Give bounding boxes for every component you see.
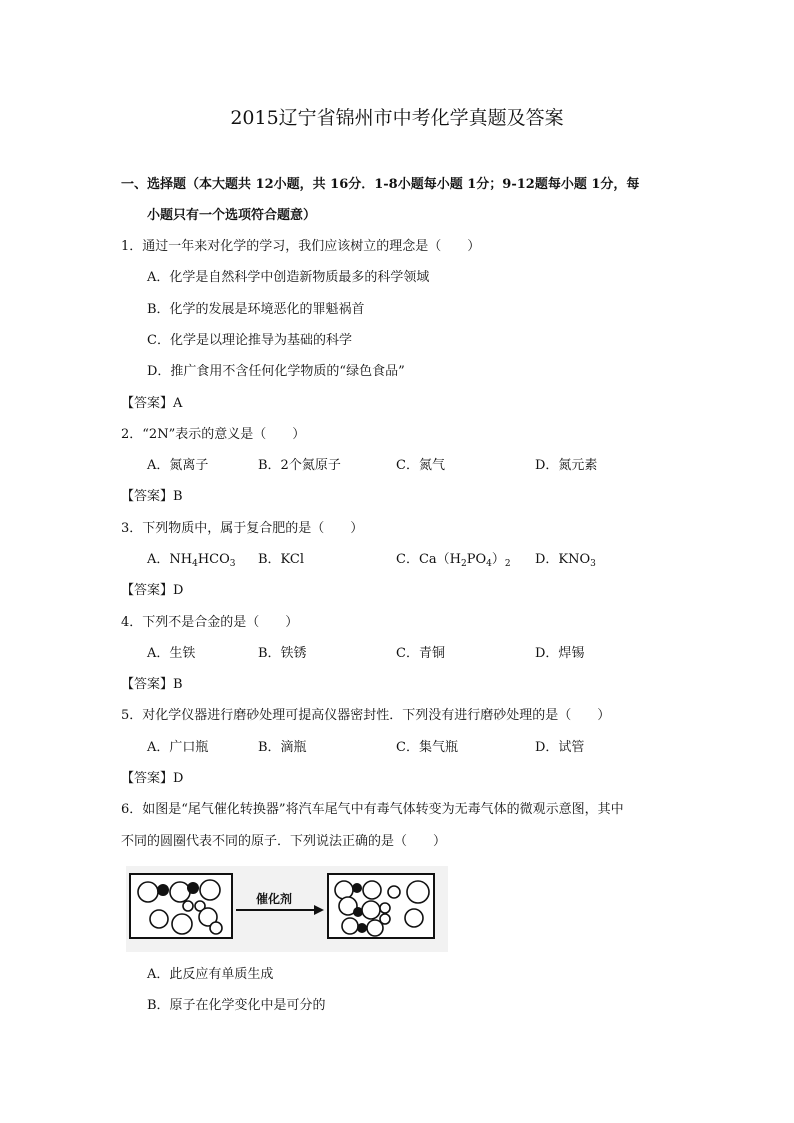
atom [380,903,390,913]
atom [363,881,381,899]
catalyst-label: 催化剂 [256,892,293,906]
atom [183,901,193,911]
answer-label: 【答案】 [121,489,174,504]
question-4-option-b: B．铁锈 [258,646,307,661]
question-5-option-c: C．集气瓶 [396,740,458,755]
atom [335,881,353,899]
question-6-option-b: B．原子在化学变化中是可分的 [147,998,326,1013]
question-5-option-a: A．广口瓶 [147,740,209,755]
question-2-stem: 2．“2N”表示的意义是（ ） [121,427,306,442]
question-4-option-d: D．焊锡 [535,646,585,661]
atom [210,922,222,934]
question-3-option-a: A．$NH_4HCO_3$ [147,552,236,569]
answer-value: B [173,677,183,692]
atom [388,886,400,898]
question-5-option-d: D．试管 [535,740,585,755]
atom [172,914,192,934]
section-heading-line1: 一、选择题（本大题共 12小题，共 16分．1-8小题每小题 1分；9-12题每小题 1分，每 [121,177,640,192]
question-5-option-b: B．滴瓶 [258,740,307,755]
question-4-answer [121,676,183,694]
question-1-option-b: B．化学的发展是环境恶化的罪魁祸首 [147,302,365,317]
answer-value: D [173,771,184,786]
atom [407,881,429,903]
atom [362,901,380,919]
answer-value: B [173,489,183,504]
question-1-option-d: D．推广食用不含任何化学物质的“绿色食品” [147,364,405,379]
question-3-option-d: D．$KNO_3$ [535,552,596,569]
question-6-stem-line1: 6．如图是“尾气催化转换器”将汽车尾气中有毒气体转变为无毒气体的微观示意图，其中 [121,802,624,817]
atom [150,910,168,928]
question-3-option-b: B．KCl [258,552,305,567]
question-4-stem: 4．下列不是合金的是（ ） [121,615,299,630]
question-2-option-d: D．氮元素 [535,458,598,473]
atom [200,880,220,900]
question-1-option-c: C．化学是以理论推导为基础的科学 [147,333,352,348]
answer-label: 【答案】 [121,771,174,786]
atom [405,909,423,927]
atom [187,882,199,894]
catalytic-converter-diagram [126,866,448,952]
question-2-option-c: C．氮气 [396,458,445,473]
question-3-option-c: C．$Ca(H_2PO_4)_2$ [396,552,511,569]
atom [357,923,367,933]
question-1-option-a: A．化学是自然科学中创造新物质最多的科学领域 [147,270,430,285]
question-3-answer [121,582,183,600]
page-title: 2015辽宁省锦州市中考化学真题及答案 [230,107,564,129]
question-1-stem: 1．通过一年来对化学的学习，我们应该树立的理念是（ ） [121,239,481,254]
atom [138,882,158,902]
question-5-stem: 5．对化学仪器进行磨砂处理可提高仪器密封性．下列没有进行磨砂处理的是（ ） [121,708,611,723]
question-2-option-b: B．2个氮原子 [258,458,341,473]
answer-value: A [173,396,183,411]
question-6-stem-line2: 不同的圆圈代表不同的原子．下列说法正确的是（ ） [121,834,447,849]
question-5-answer [121,770,183,788]
atom [170,882,190,902]
answer-value: D [173,583,184,598]
question-4-option-a: A．生铁 [147,646,196,661]
question-2-answer [121,488,183,506]
answer-label: 【答案】 [121,677,174,692]
question-4-option-c: C．青铜 [396,646,445,661]
section-heading-line2: 小题只有一个选项符合题意） [147,208,317,223]
question-1-answer [121,395,182,413]
question-6-option-a: A．此反应有单质生成 [147,967,274,982]
answer-label: 【答案】 [121,583,174,598]
atom [157,884,169,896]
atom [352,883,362,893]
atom [367,920,383,936]
atom [342,918,358,934]
question-3-stem: 3．下列物质中，属于复合肥的是（ ） [121,521,364,536]
question-2-option-a: A．氮离子 [147,458,209,473]
answer-label: 【答案】 [121,396,174,411]
